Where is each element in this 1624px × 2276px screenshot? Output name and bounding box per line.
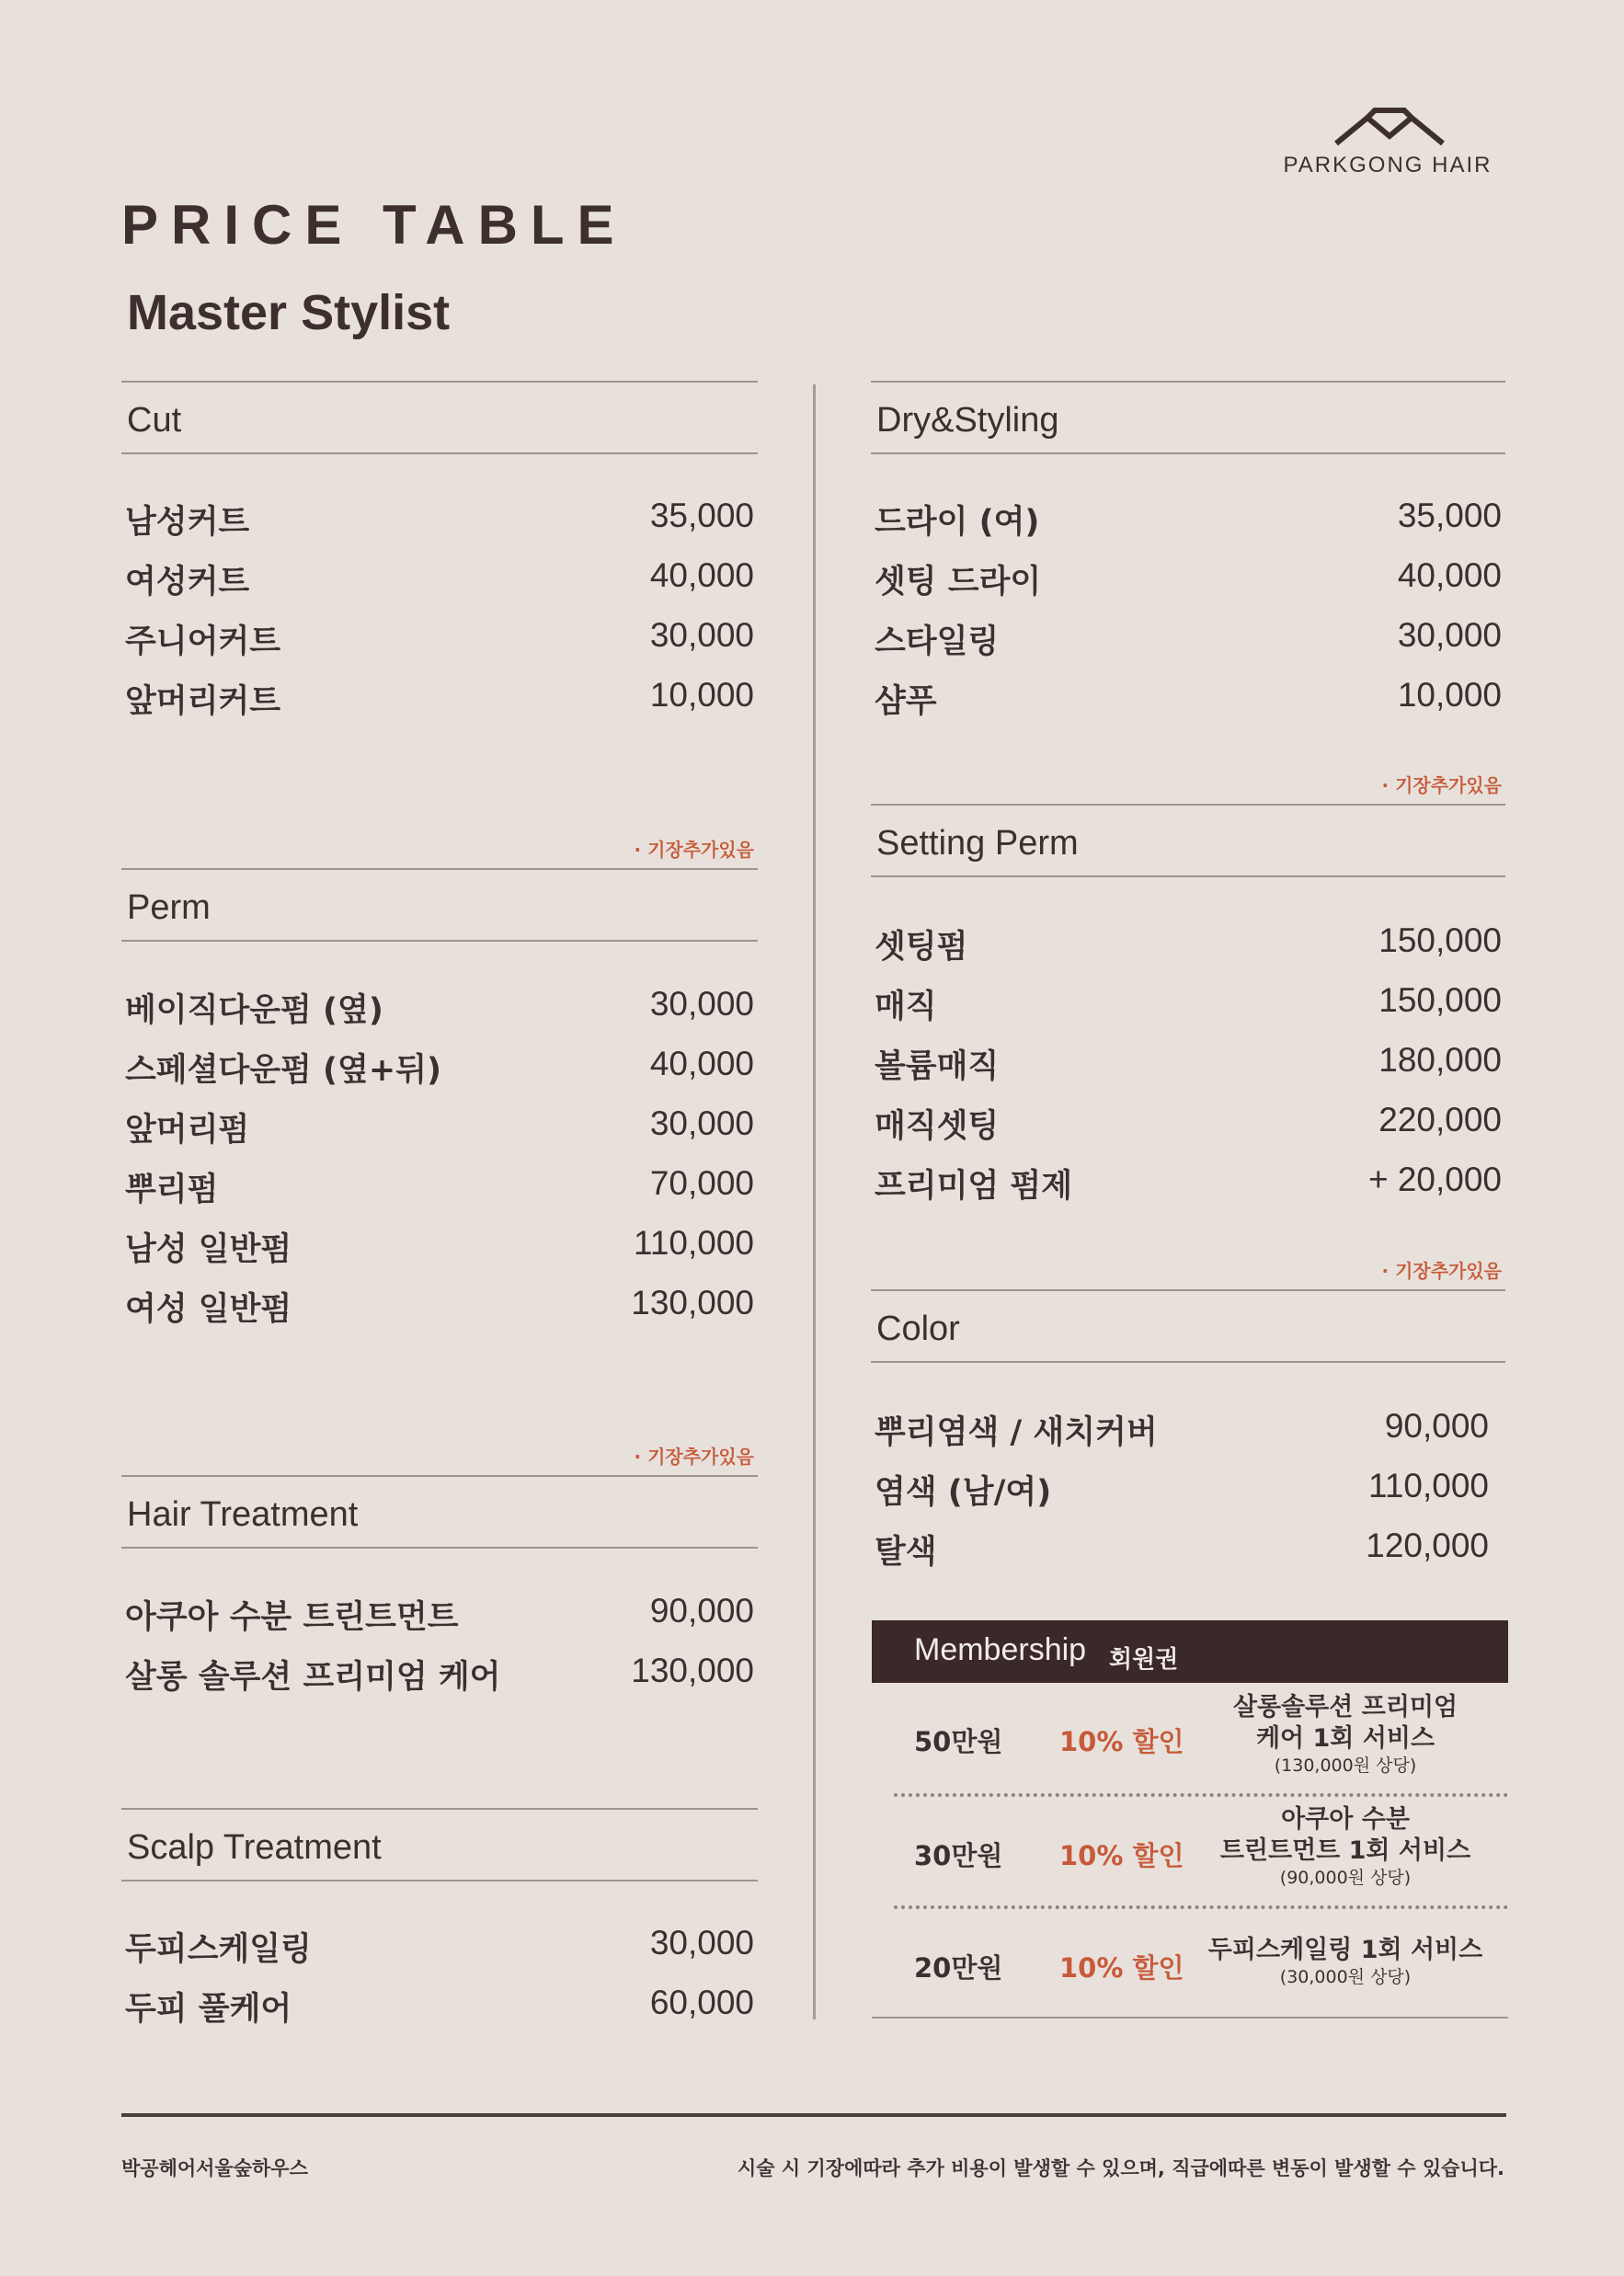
- footer-rule: [121, 2113, 1506, 2117]
- service-name: 주니어커트: [125, 623, 281, 660]
- length-surcharge-note: · 기장추가있음: [634, 1446, 754, 1468]
- brand-logo: [1267, 101, 1508, 189]
- service-price: 10,000: [649, 676, 754, 714]
- membership-amount: 50만원: [914, 1726, 1003, 1757]
- price-row: [121, 1222, 758, 1268]
- price-row: [121, 555, 758, 600]
- section-title: Color: [876, 1310, 960, 1348]
- service-name: 두피 풀케어: [125, 1991, 292, 2028]
- service-price: 220,000: [1378, 1101, 1502, 1138]
- price-row: [871, 1465, 1492, 1511]
- price-row: [121, 1282, 758, 1328]
- service-price: 150,000: [1378, 921, 1502, 959]
- footer-disclaimer: 시술 시 기장에따라 추가 비용이 발생할 수 있으며, 직급에따른 변동이 발생할 수 있습니다.: [738, 2157, 1504, 2179]
- membership-header: [872, 1620, 1508, 1683]
- price-row: [871, 614, 1505, 660]
- service-price: 90,000: [1384, 1407, 1489, 1445]
- service-name: 매직셋팅: [875, 1108, 1000, 1145]
- logo-text: PARKGONG HAIR: [1283, 153, 1492, 177]
- membership-row: [872, 1795, 1508, 1907]
- price-row: [871, 920, 1505, 966]
- service-name: 스타일링: [875, 623, 1000, 660]
- page-title: PRICE TABLE: [121, 194, 627, 256]
- service-note: (30,000원 상당): [1279, 1967, 1412, 1987]
- service-name: 샴푸: [875, 683, 937, 720]
- service-name: 볼륨매직: [875, 1048, 1000, 1085]
- service-name: 염색 (남/여): [875, 1474, 1052, 1511]
- service-price: 180,000: [1378, 1041, 1502, 1079]
- service-line: 아쿠아 수분: [1281, 1805, 1410, 1834]
- service-price: 40,000: [649, 556, 754, 594]
- price-row: [121, 1922, 758, 1968]
- roof-icon: [1334, 107, 1445, 147]
- section-perm-header: [121, 868, 758, 942]
- membership-row: [872, 1907, 1508, 2019]
- page-subtitle: Master Stylist: [127, 285, 451, 340]
- service-price: 30,000: [649, 1104, 754, 1142]
- membership-amount: 30만원: [914, 1840, 1003, 1871]
- price-row: [121, 1103, 758, 1149]
- section-title: Cut: [127, 401, 182, 440]
- service-name: 셋팅펌: [875, 929, 968, 966]
- service-price: 40,000: [649, 1045, 754, 1082]
- right-column: [871, 381, 1505, 1668]
- section-setting-perm-header: [871, 804, 1505, 877]
- service-price: 70,000: [649, 1164, 754, 1202]
- price-row: [871, 1525, 1492, 1571]
- service-name: 매직: [875, 989, 937, 1025]
- service-price: 150,000: [1378, 981, 1502, 1019]
- service-price: 30,000: [649, 985, 754, 1023]
- service-price: 30,000: [649, 1924, 754, 1961]
- service-name: 스페셜다운펌 (옆+뒤): [125, 1052, 441, 1089]
- price-row: [121, 614, 758, 660]
- service-name: 살롱 솔루션 프리미엄 케어: [125, 1659, 501, 1696]
- service-price: 130,000: [631, 1284, 754, 1321]
- membership-title: Membership: [914, 1632, 1087, 1667]
- service-price: 130,000: [631, 1652, 754, 1689]
- section-dry-styling-header: [871, 381, 1505, 454]
- service-name: 뿌리펌: [125, 1172, 219, 1208]
- section-title: Dry&Styling: [876, 401, 1059, 440]
- price-row: [121, 1982, 758, 2028]
- service-name: 아쿠아 수분 트린트먼트: [125, 1599, 459, 1636]
- section-title: Setting Perm: [876, 824, 1079, 863]
- price-row: [121, 983, 758, 1029]
- service-price: 30,000: [649, 616, 754, 654]
- service-line: 트린트먼트 1회 서비스: [1219, 1836, 1471, 1865]
- service-name: 여성 일반펌: [125, 1291, 292, 1328]
- price-row: [121, 495, 758, 541]
- service-line: 살롱솔루션 프리미엄: [1232, 1693, 1458, 1721]
- membership-discount: 10% 할인: [1059, 1726, 1184, 1757]
- price-row: [871, 1099, 1505, 1145]
- service-price: 90,000: [649, 1592, 754, 1630]
- length-surcharge-note: · 기장추가있음: [634, 839, 754, 861]
- membership-service: [1203, 1804, 1488, 1889]
- section-title: Hair Treatment: [127, 1495, 359, 1534]
- membership-bottom-rule: [872, 2017, 1508, 2019]
- service-name: 앞머리펌: [125, 1112, 250, 1149]
- price-row: [871, 979, 1505, 1025]
- membership-title-ko: 회원권: [1109, 1646, 1179, 1674]
- service-name: 두피스케일링: [125, 1931, 312, 1968]
- service-name: 앞머리커트: [125, 683, 281, 720]
- service-name: 베이직다운펌 (옆): [125, 992, 383, 1029]
- section-scalp-treatment-header: [121, 1808, 758, 1881]
- service-price: 110,000: [634, 1224, 754, 1262]
- section-title: Perm: [127, 888, 211, 927]
- price-row: [871, 674, 1505, 720]
- service-name: 셋팅 드라이: [875, 564, 1042, 600]
- service-name: 남성 일반펌: [125, 1231, 292, 1268]
- service-price: 35,000: [1397, 497, 1502, 534]
- service-price: 10,000: [1397, 676, 1502, 714]
- section-color-header: [871, 1289, 1505, 1363]
- price-row: [121, 1650, 758, 1696]
- service-price: 60,000: [649, 1984, 754, 2021]
- service-price: 110,000: [1368, 1467, 1489, 1504]
- service-name: 탈색: [875, 1534, 937, 1571]
- section-cut-header: [121, 381, 758, 454]
- membership-discount: 10% 할인: [1059, 1952, 1184, 1984]
- membership-row: [872, 1683, 1508, 1795]
- price-row: [121, 674, 758, 720]
- service-note: (130,000원 상당): [1274, 1756, 1417, 1776]
- price-row: [871, 1405, 1492, 1451]
- membership-service: [1203, 1692, 1488, 1777]
- length-surcharge-note: · 기장추가있음: [1381, 1260, 1502, 1282]
- membership-discount: 10% 할인: [1059, 1840, 1184, 1871]
- price-row: [871, 495, 1505, 541]
- service-line: 두피스케일링 1회 서비스: [1207, 1936, 1483, 1964]
- service-name: 드라이 (여): [875, 504, 1040, 541]
- price-row: [871, 555, 1505, 600]
- service-price: 30,000: [1397, 616, 1502, 654]
- service-name: 여성커트: [125, 564, 250, 600]
- length-surcharge-note: · 기장추가있음: [1381, 774, 1502, 796]
- section-hair-treatment-header: [121, 1475, 758, 1549]
- service-price: 35,000: [649, 497, 754, 534]
- service-name: 남성커트: [125, 504, 250, 541]
- price-row: [121, 1043, 758, 1089]
- service-line: 케어 1회 서비스: [1255, 1724, 1435, 1753]
- service-name: 프리미엄 펌제: [875, 1168, 1073, 1205]
- service-price: 40,000: [1397, 556, 1502, 594]
- service-price: 120,000: [1366, 1527, 1489, 1564]
- service-note: (90,000원 상당): [1279, 1868, 1412, 1888]
- price-row: [121, 1590, 758, 1636]
- footer-salon-name: 박공헤어서울숲하우스: [121, 2157, 308, 2179]
- service-name: 뿌리염색 / 새치커버: [875, 1414, 1158, 1451]
- price-row: [871, 1039, 1505, 1085]
- left-column: [121, 381, 758, 2036]
- membership-amount: 20만원: [914, 1952, 1003, 1984]
- price-row: [871, 1159, 1505, 1205]
- column-divider: [813, 384, 816, 2019]
- membership-service: [1203, 1935, 1488, 1988]
- section-title: Scalp Treatment: [127, 1828, 382, 1867]
- service-price: + 20,000: [1367, 1161, 1502, 1198]
- price-row: [121, 1162, 758, 1208]
